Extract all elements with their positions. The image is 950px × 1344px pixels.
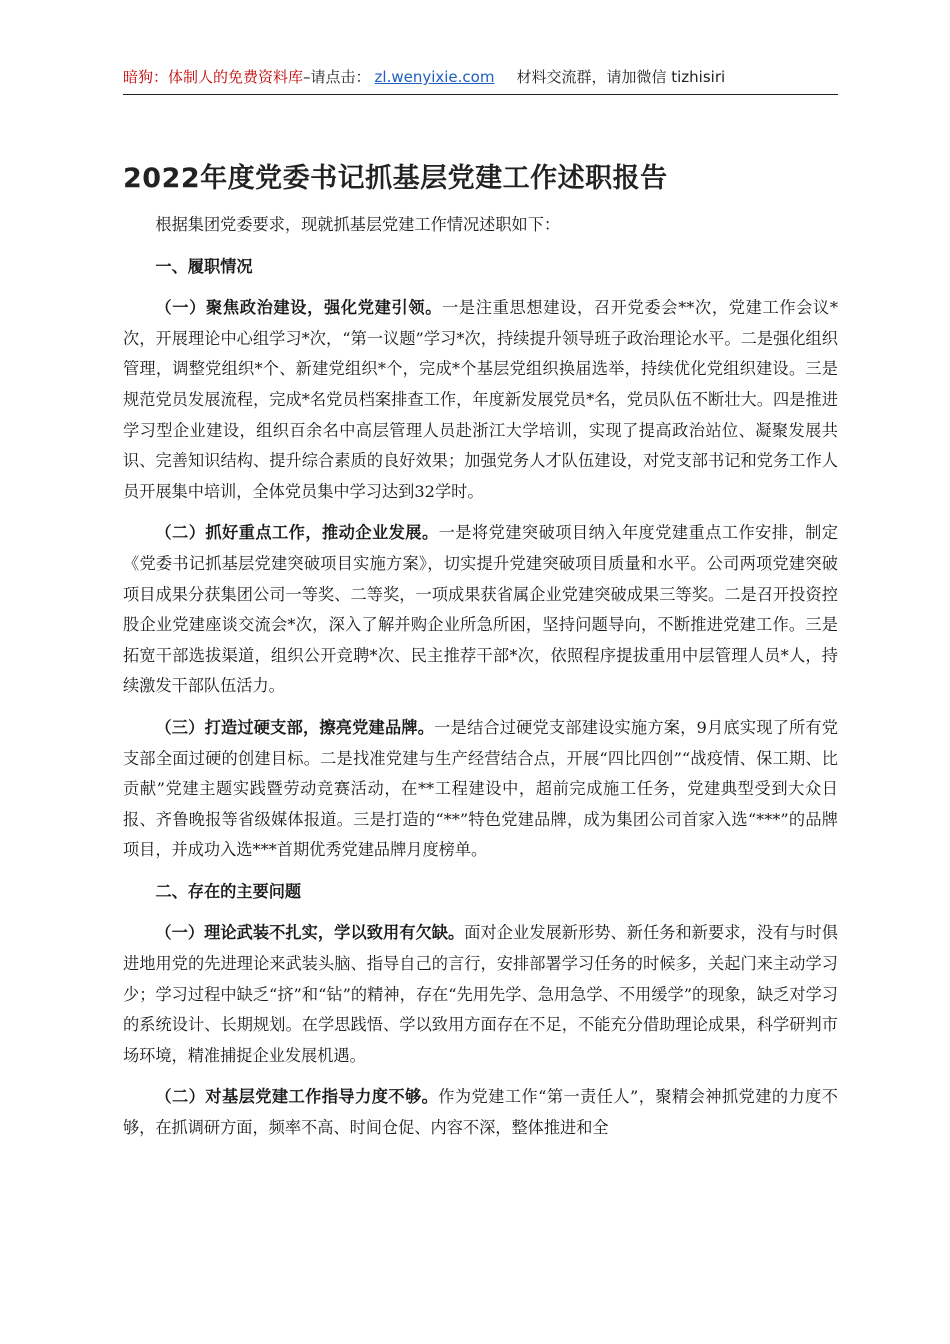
paragraph-lead: （二）抓好重点工作，推动企业发展。 [155, 523, 439, 543]
header-brand: 暗狗：体制人的免费资料库 [123, 68, 304, 86]
paragraph-body: 面对企业发展新形势、新任务和新要求，没有与时俱进地用党的先进理论来武装头脑、指导自己的言行，安排部署学习任务的时候多，关起门来主动学习少；学习过程中缺乏“挤”和“钻”的精神，存在“先用先学、急用急学、不用缓学”的现象，缺乏对学习的系统设计、长期规划。在学思践悟、学以致用方面存在不足，不能充分借助理论成果，科学研判市场环境，精准捕捉企业发展机遇。 [123, 923, 838, 1065]
paragraph-body: 作为党建工作“第一责任人”，聚精会神抓党建的力度不够，在抓调研方面，频率不高、时间仓促、内容不深，整体推进和全 [123, 1087, 838, 1138]
paragraph-body: 一是将党建突破项目纳入年度党建重点工作安排，制定《党委书记抓基层党建突破项目实施方案》，切实提升党建突破项目质量和水平。公司两项党建突破项目成果分获集团公司一等奖、二等奖，一项成果获省属企业党建突破成果三等奖。二是召开投资控股企业党建座谈交流会*次，深入了解并购企业所急所困，坚持问题导向，不断推进党建工作。三是拓宽干部选拔渠道，组织公开竞聘*次、民主推荐干部*次，依照程序提拔重用中层管理人员*人，持续激发干部队伍活力。 [123, 523, 839, 696]
page-header [123, 66, 838, 95]
intro-paragraph: 根据集团党委要求，现就抓基层党建工作情况述职如下： [155, 215, 561, 234]
paragraph-2-1 [123, 918, 838, 1071]
paragraph-lead: （一）聚焦政治建设，强化党建引领。 [155, 298, 443, 318]
header-prompt: –请点击： [303, 68, 371, 86]
paragraph-lead: （三）打造过硬支部，擦亮党建品牌。 [155, 717, 435, 737]
document-title: 2022年度党委书记抓基层党建工作述职报告 [123, 163, 668, 194]
paragraph-body: 一是注重思想建设，召开党委会**次，党建工作会议*次，开展理论中心组学习*次，“第一议题”学习*次，持续提升领导班子政治理论水平。二是强化组织管理，调整党组织*个、新建党组织*个，完成*个基层党组织换届选举，持续优化党组织建设。三是规范党员发展流程，完成*名党员档案排查工作，年度新发展党员*名，党员队伍不断壮大。四是推进学习型企业建设，组织百余名中高层管理人员赴浙江大学培训，实现了提高政治站位、凝聚发展共识、完善知识结构、提升综合素质的良好效果；加强党务人才队伍建设，对党支部书记和党务工作人员开展集中培训，全体党员集中学习达到32学时。 [123, 298, 839, 501]
paragraph-1-1 [123, 293, 838, 507]
header-wechat-note: 材料交流群，请加微信 tizhisiri [516, 68, 726, 86]
section-heading-2: 二、存在的主要问题 [155, 881, 302, 901]
paragraph-1-3 [123, 713, 838, 866]
document-body [123, 210, 838, 1144]
paragraph-lead: （二）对基层党建工作指导力度不够。 [155, 1087, 439, 1107]
header-url-link[interactable]: zl.wenyixie.com [374, 68, 495, 86]
paragraph-1-2 [123, 518, 838, 702]
paragraph-lead: （一）理论武装不扎实，学以致用有欠缺。 [155, 923, 465, 943]
section-heading-1: 一、履职情况 [155, 256, 253, 276]
paragraph-body: 一是结合过硬党支部建设实施方案，9月底实现了所有党支部全面过硬的创建目标。二是找准党建与生产经营结合点，开展“四比四创”“战疫情、保工期、比贡献”党建主题实践暨劳动竞赛活动，在**工程建设中，超前完成施工任务，党建典型受到大众日报、齐鲁晚报等省级媒体报道。三是打造的“**”特色党建品牌，成为集团公司首家入选“***”的品牌项目，并成功入选***首期优秀党建品牌月度榜单。 [123, 717, 838, 860]
paragraph-2-2 [123, 1082, 838, 1143]
